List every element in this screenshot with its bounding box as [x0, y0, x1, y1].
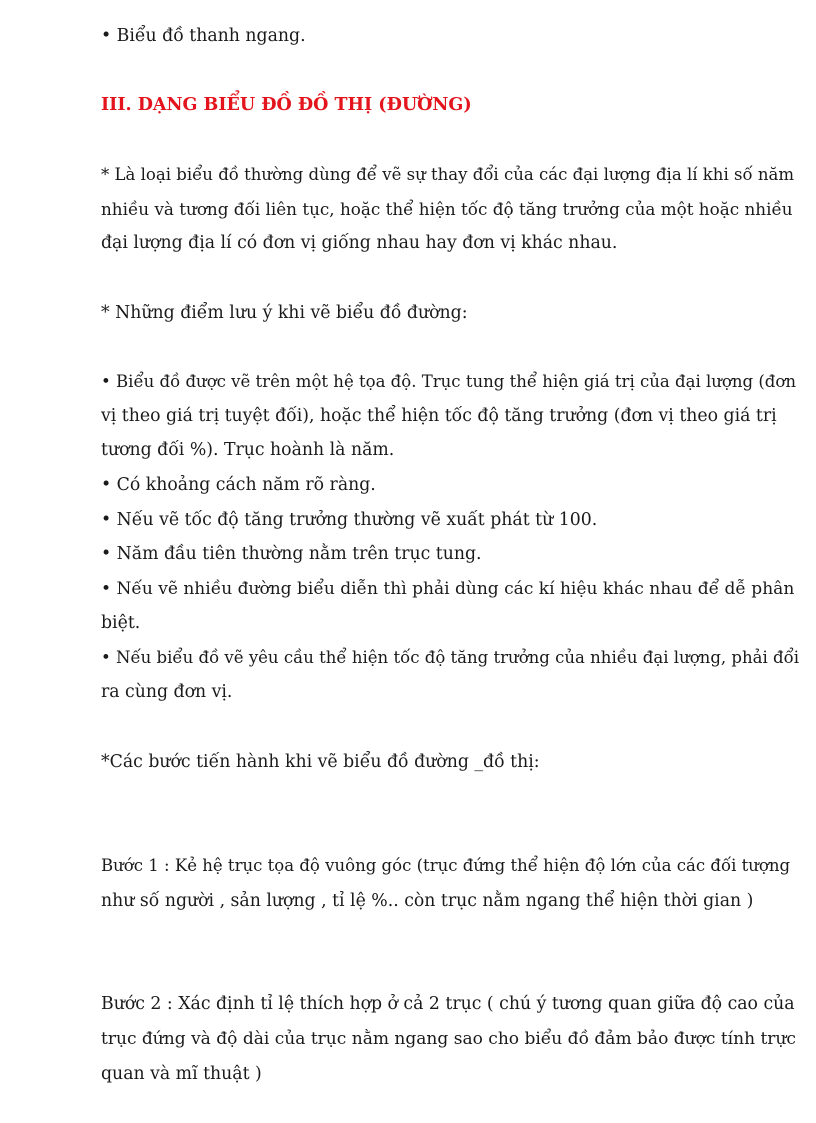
step-2-line-3: quan và mĩ thuật ): [101, 1064, 262, 1084]
step-2-line-2: trục đứng và độ dài của trục nằm ngang sao cho biểu đồ đảm bảo được tính trực: [101, 1029, 796, 1049]
step-2-line-1: Bước 2 : Xác định tỉ lệ thích hợp ở cả 2 trục ( chú ý tương quan giữa độ cao của: [101, 994, 795, 1014]
paragraph-definition-line-2: nhiều và tương đối liên tục, hoặc thể hiện tốc độ tăng trưởng của một hoặc nhiều: [101, 199, 793, 219]
note-bullet-symbols-line-2: biệt.: [101, 613, 141, 633]
note-bullet-first-year: • Năm đầu tiên thường nằm trên trục tung.: [101, 544, 482, 564]
step-1-line-1: Bước 1 : Kẻ hệ trục tọa độ vuông góc (trục đứng thể hiện độ lớn của các đối tượng: [101, 856, 791, 875]
note-bullet-symbols-line-1: • Nếu vẽ nhiều đường biểu diễn thì phải dùng các kí hiệu khác nhau để dễ phân: [101, 579, 795, 599]
note-bullet-axes-line-2: vị theo giá trị tuyệt đối), hoặc thể hiện tốc độ tăng trưởng (đơn vị theo giá trị: [101, 406, 777, 426]
note-bullet-axes-line-1: • Biểu đồ được vẽ trên một hệ tọa độ. Trục tung thể hiện giá trị của đại lượng (đơn: [101, 372, 796, 391]
note-bullet-growth-start: • Nếu vẽ tốc độ tăng trưởng thường vẽ xuất phát từ 100.: [101, 510, 598, 530]
section-heading-line-chart: III. DẠNG BIỂU ĐỒ ĐỒ THỊ (ĐƯỜNG): [101, 95, 472, 115]
paragraph-definition-line-1: * Là loại biểu đồ thường dùng để vẽ sự thay đổi của các đại lượng địa lí khi số năm: [101, 165, 795, 184]
paragraph-definition-line-3: đại lượng địa lí có đơn vị giống nhau hay đơn vị khác nhau.: [101, 233, 618, 253]
note-bullet-units-line-2: ra cùng đơn vị.: [101, 682, 233, 702]
note-bullet-year-spacing: • Có khoảng cách năm rõ ràng.: [101, 475, 376, 495]
note-bullet-axes-line-3: tương đối %). Trục hoành là năm.: [101, 440, 395, 460]
step-1-line-2: như số người , sản lượng , tỉ lệ %.. còn trục nằm ngang thể hiện thời gian ): [101, 891, 754, 911]
bullet-horizontal-bar-chart: • Biểu đồ thanh ngang.: [101, 26, 306, 46]
note-bullet-units-line-1: • Nếu biểu đồ vẽ yêu cầu thể hiện tốc độ tăng trưởng của nhiều đại lượng, phải đổi: [101, 648, 800, 667]
notes-heading: * Những điểm lưu ý khi vẽ biểu đồ đường:: [101, 303, 468, 323]
steps-heading: *Các bước tiến hành khi vẽ biểu đồ đường _đồ thị:: [101, 752, 540, 772]
